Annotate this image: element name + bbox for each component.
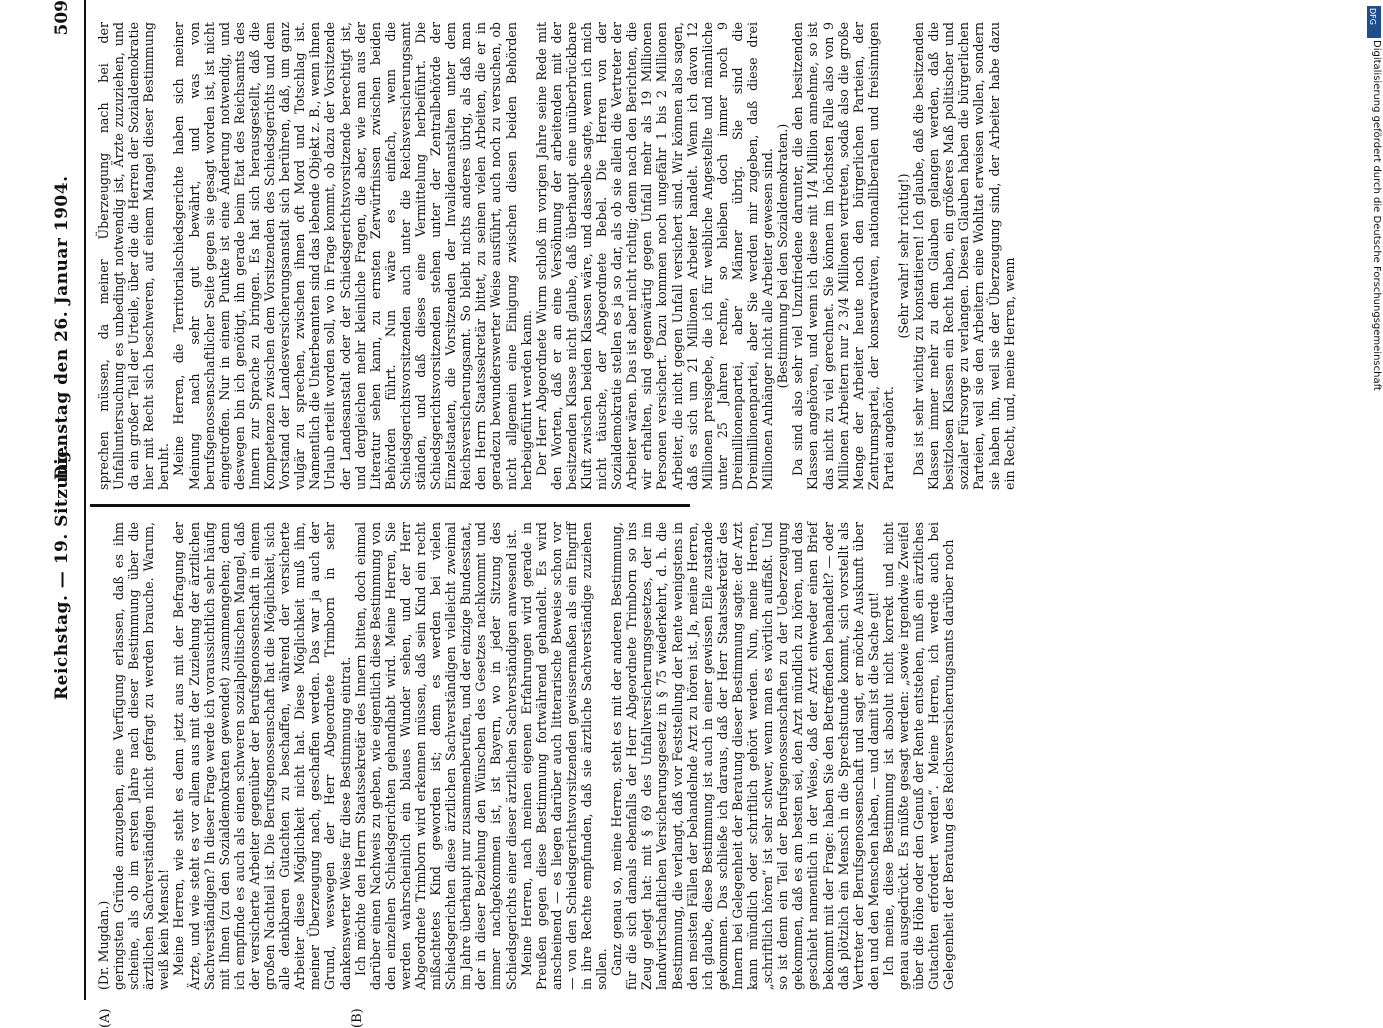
margin-marker-b: (B) bbox=[350, 1008, 365, 1028]
paragraph: Meine Herren, wie steht es denn jetzt aus mit der Befragung der Ärzte, und wie steht es vor allem aus mit der Zuziehung der ärztlichen Sachverständigen? In dieser Frage werde ich voraussichtlich sehr häufig mit Ihnen (zu den Sozialdemokraten gewendet) zusammengehen; denn ich empfinde es auch als einen schweren sozialpolitischen Mangel, daß der versicherte Arbeiter gegenüber der Berufsgenossenschaft in einem großen Nachteil ist. Die Berufsgenossenschaft hat die Möglichkeit, sich alle denkbaren Gutachten zu beschaffen, während der versicherte Arbeiter diese Möglichkeit nicht hat. Diese Möglichkeit muß ihm, meiner Überzeugung nach, geschaffen werden. Das war ja auch der Grund, weswegen der Herr Abgeordnete Trimborn in sehr dankenswerter Weise für diese Bestimmung eintrat. bbox=[171, 522, 353, 990]
left-column bbox=[96, 522, 956, 990]
interjection: (Sehr wahr! sehr richtig!) bbox=[895, 173, 911, 339]
paragraph: Meine Herren, nach meinen eigenen Erfahrungen wird gerade in Preußen gegen diese Bestimmung fortwährend gehandelt. Es wird anscheinend — es liegen darüber auch litterarische Beweise schon vor — von den Schiedsgerichtsvorsitzenden gewissermaßen als ein Eingriff in ihre Rechte empfunden, daß sie ärztliche Sachverständige zuziehen sollen. bbox=[518, 522, 610, 990]
dfg-logo bbox=[1367, 6, 1381, 38]
paragraph: Da sind also sehr viel Unzufriedene darunter, die den besitzenden Klassen angehören, und wenn ich diese mit 1/4 Million annehme, so ist das nicht zu viel gerechnet. Sie können im höchsten Falle also von 9 Millionen Arbeitern nur 2 3/4 Millionen vertreten, sodaß also die große Menge der Arbeiter heute noch den bürgerlichen Parteien, der Zentrumspartei, der konservativen, nationalliberalen und freisinnigen Partei angehört. bbox=[790, 22, 896, 490]
paragraph: geringsten Gründe anzugeben, eine Verfügung erlassen, daß es ihm scheine, als ob im ersten Jahre nach dieser Bestimmung über die ärztlichen Sachverständigen nicht gefragt zu werden brauche. Warum, weiß kein Mensch! bbox=[111, 522, 172, 990]
header-rule bbox=[84, 0, 86, 1000]
right-column bbox=[96, 22, 1017, 490]
page-number: 509 bbox=[52, 0, 72, 36]
paragraph: Meine Herren, die Territorialschiedsgerichte haben sich meiner Meinung nach sehr gut bewährt, und was von berufsgenossenschaftlicher Seite gegen sie gesagt worden ist, ist nicht eingetroffen. Nur in einem Punkte ist eine Änderung notwendig, und deswegen bin ich genötigt, ihn gerade beim Etat des Reichsamts des Innern zur Sprache zu bringen. Es hat sich herausgestellt, daß die Kompetenzen zwischen dem Vorsitzenden des Schiedsgerichts und dem Vorstand der Landesversicherungsanstalt sich berühren, daß, um ganz vulgär zu sprechen, zwischen ihnen oft Mord und Totschlag ist. Namentlich die Unterbeamten sind das lebende Objekt z. B., wenn ihnen Urlaub erteilt worden soll, wo in Frage kommt, ob dazu der Vorsitzende der Landesanstalt oder der Schiedsgerichtsvorsitzende berechtigt ist, und dergleichen mehr kleinliche Fragen, die aber, wie man aus der Literatur sehen kann, zu ernsten Zerwürfnissen zwischen beiden Behörden führt. Nun wäre es einfach, wenn die Schiedsgerichtsvorsitzenden auch unter die Reichsversicherungsamt ständen, und daß dieses eine Vermittelung herbeiführt. Die Schiedsgerichtsvorsitzenden stehen unter der Zentralbehörde der Einzelstaaten, die Vorsitzenden der Invalidenanstalten unter dem Reichsversicherungsamt. So bleibt nichts anderes übrig, als daß man den Herrn Staatssekretär bittet, zu seinen vielen Arbeiten, die er in geradezu bewunderswerter Weise ausführt, auch noch zu versuchen, ob nicht allgemein eine Einigung zwischen diesen beiden Behörden herbeigeführt werden kann. bbox=[171, 22, 534, 490]
paragraph: Ganz genau so, meine Herren, steht es mit der anderen Bestimmung, für die sich damals ebenfalls der Herr Abgeordnete Trimborn so ins Zeug gelegt hat: mit § 69 des Unfallversicherungsgesetzes, der im landwirtschaftlichen Versicherungsgesetz in § 75 wiederkehrt, d. h. die Bestimmung, die verlangt, daß vor Feststellung der Rente wenigstens in den meisten Fällen der behandelnde Arzt zu hören ist. Ja, meine Herren, ich glaube, diese Bestimmung ist auch in einer gewissen Eile zustande gekommen. Das schließe ich daraus, daß der Herr Staatssekretär des Innern bei Gelegenheit der Beratung dieser Bestimmung sagte: der Arzt kann mündlich oder schriftlich gehört werden. Nun, meine Herren, „schriftlich hören“ ist sehr schwer, wenn man es wörtlich auffaßt. Und so ist denn ein Teil der Berufsgenossenschaften zu der Ueberzeugung gekommen, daß es am besten sei, den Arzt mündlich zu hören, und das geschieht namentlich in der Weise, daß der Arzt entweder einen Brief bekommt mit der Frage: haben Sie den Betreffenden behandelt? — oder daß plötzlich ein Mensch in die Sprechstunde kommt, sich vorstellt als Vertreter der Berufsgenossenschaft und sagt, er möchte Auskunft über den und den Menschen haben, — und damit ist die Sache gut! bbox=[609, 522, 881, 990]
header-title: Reichstag. — 19. Sitzung. bbox=[52, 444, 72, 700]
page-header bbox=[50, 0, 76, 1000]
newspaper-page bbox=[50, 0, 1370, 1028]
paragraph: Ich möchte den Herrn Staatssekretär des Innern bitten, doch einmal darüber einen Nachweis zu geben, wie eigentlich diese Bestimmung von den einzelnen Schiedsgerichten gehandhabt wird. Meine Herren, Sie werden wahrscheinlich ein blaues Wunder sehen, und der Herr Abgeordnete Trimborn wird erkennen müssen, daß sein Kind ein recht mißachtetes Kind geworden ist; denn es werden bei vielen Schiedsgerichten diese ärztlichen Sachverständigen vielleicht zweimal im Jahre überhaupt nur zusammenberufen, und der einzige Bundesstaat, der in dieser Beziehung den Wünschen des Gesetzes nachkommt und immer nachgekommen ist, ist Bayern, wo in jeder Sitzung des Schiedsgerichts einer dieser ärztlichen Sachverständigen anwesend ist. bbox=[352, 522, 519, 990]
header-date: Dienstag den 26. Januar 1904. bbox=[52, 175, 72, 480]
paragraph: Ich meine, diese Bestimmung ist absolut nicht korrekt und nicht genau ausgedrückt. Es müßte gesagt werden: „sowie irgendwie Zweifel über die Höhe oder den Genuß der Rente entstehen, muß ein ärztliches Gutachten erfordert werden“. Meine Herren, ich werde auch bei Gelegenheit der Beratung des Reichsversicherungsamts darüber noch bbox=[880, 522, 957, 990]
dfg-logo-text: DFG bbox=[1368, 8, 1377, 25]
speaker-label: (Dr. Mugdan.) bbox=[96, 900, 111, 990]
digitization-note: Digitalisierung gefördert durch die Deutsche Forschungsgemeinschaft bbox=[1371, 40, 1382, 391]
column-divider bbox=[90, 504, 690, 507]
paragraph: sprechen müssen, da meiner Überzeugung nach bei der Unfalluntersuchung es unbedingt notwendig ist, Ärzte zuzuziehen, und da ein großer Teil der Urteile, über die die Herren der Sozialdemokratie hier mit Recht sich beschweren, auf einem Mangel dieser Bestimmung beruht. bbox=[96, 22, 172, 490]
paragraph: Das ist sehr wichtig zu konstatieren! Ich glaube, daß die besitzenden Klassen immer mehr zu dem Glauben gelangen werden, daß die besitzlosen Klassen ein Recht haben, ein größeres Maß politischer und sozialer Fürsorge zu verlangen. Diesen Glauben haben die bürgerlichen Parteien, weil sie den Arbeitern eine Wohltat erweisen wollen, sondern sie haben ihn, weil sie der Überzeugung sind, der Arbeiter habe dazu ein Recht, und, meine Herren, wenn bbox=[911, 22, 1017, 490]
interjection: (Bestimmung bei den Sozialdemokraten.) bbox=[775, 123, 791, 389]
paragraph: Der Herr Abgeordnete Wurm schloß im vorigen Jahre seine Rede mit den Worten, daß er an eine Versöhnung der arbeitenden mit der besitzenden Klasse nicht glaube, daß überhaupt eine unüberbrückbare Kluft zwischen beiden Klassen wäre, und dasselbe sagte, wenn ich mich nicht täusche, der Abgeordnete Bebel. Die Herren von der Sozialdemokratie stellen es ja so dar, als ob sie allein die Vertreter der Arbeiter wären. Das ist aber nicht richtig; denn nach den Berichten, die wir erhalten, sind gegenwärtig gegen Unfall mehr als 19 Millionen Personen versichert. Dazu kommen noch ungefähr 1 bis 2 Millionen Arbeiter, die nicht gegen Unfall versichert sind. Wir können also sagen, daß es sich um 21 Millionen Arbeiter handelt. Wenn ich davon 12 Millionen preisgebe, die ich für weibliche Angestellte und männliche unter 25 Jahren rechne, so bleiben doch immer noch 9 Dreimillionenpartei, aber Männer übrig. Sie sind die Dreimillionenpartei, aber Sie werden mir zugeben, daß diese drei Millionen Anhänger nicht alle Arbeiter gewesen sind. bbox=[533, 22, 776, 490]
margin-marker-a: (A) bbox=[98, 1008, 113, 1028]
